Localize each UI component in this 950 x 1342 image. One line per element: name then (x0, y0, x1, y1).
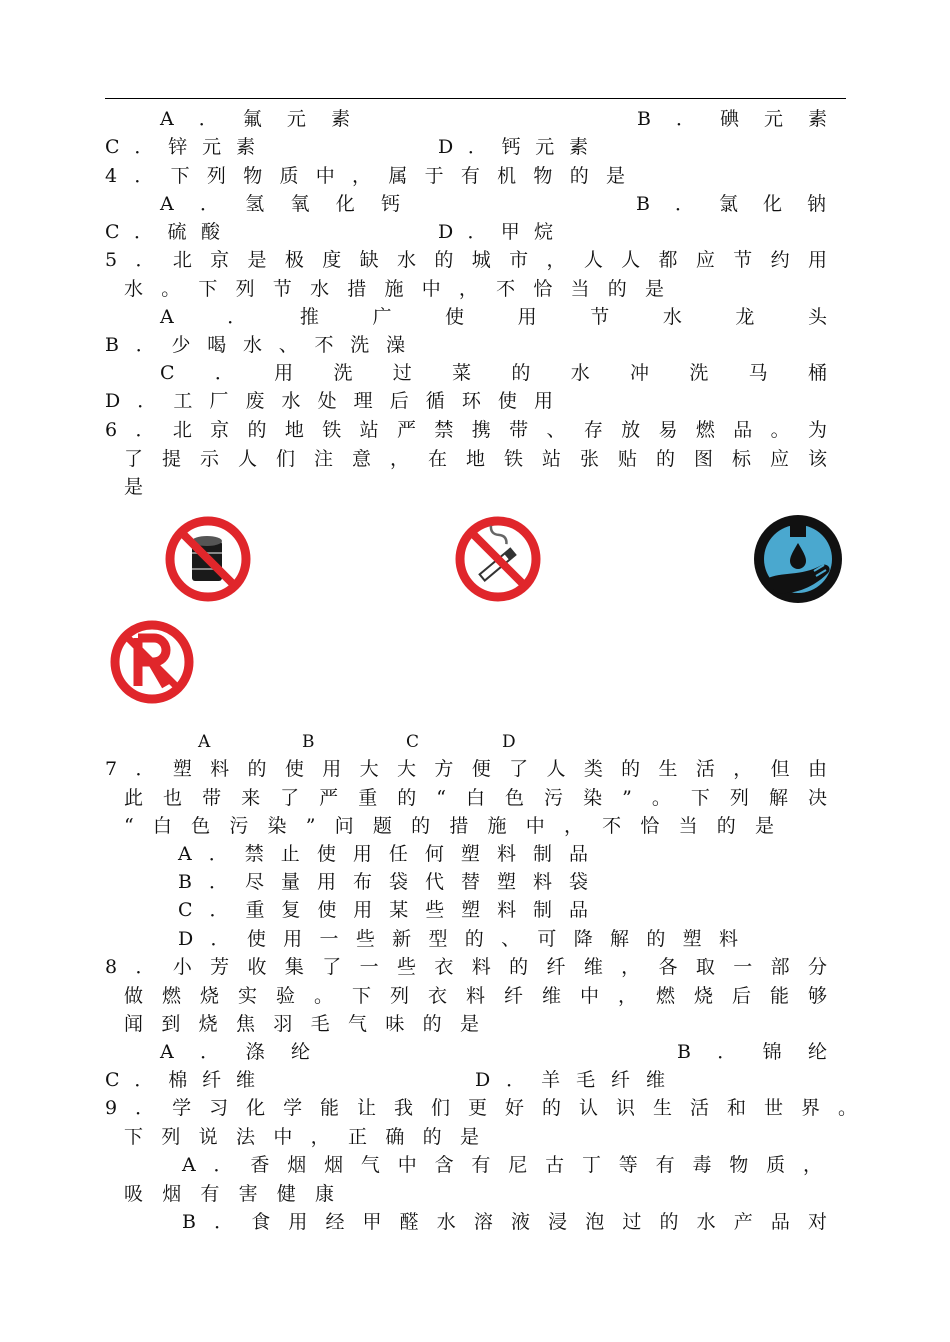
q9-stem-line2: 下列说法中，正确的是 (124, 1126, 479, 1148)
q5-option-c: C．用洗过菜的水冲洗马桶 (160, 362, 827, 384)
q6-stem-line2: 了提示人们注意，在地铁站张贴的图标应该 (124, 448, 827, 470)
q7-stem-line1: 7．塑料的使用大大方便了人类的生活，但由 (105, 758, 827, 780)
q5-stem-line1: 5．北京是极度缺水的城市，人人都应节约用 (105, 249, 827, 271)
q8-option-c: C．棉纤维 (105, 1069, 255, 1091)
q7-option-a: A．禁止使用任何塑料制品 (178, 843, 588, 865)
q5-option-d: D．工厂废水处理后循环使用 (105, 390, 553, 412)
q4-option-d: D．甲烷 (438, 221, 553, 243)
q5-option-a: A．推广使用节水龙头 (160, 306, 827, 328)
q3-option-a: A．氟元素 (160, 108, 350, 130)
water-saving-icon (752, 513, 844, 605)
icon-label-c: C (406, 732, 420, 752)
q4-stem: 4．下列物质中，属于有机物的是 (105, 165, 625, 187)
no-parking-icon (108, 616, 196, 708)
q8-option-a: A．涤纶 (160, 1041, 310, 1063)
q8-stem-line1: 8．小芳收集了一些衣料的纤维，各取一部分 (105, 956, 827, 978)
q4-option-c: C．硫酸 (105, 221, 220, 243)
q4-option-a: A．氢氧化钙 (160, 193, 400, 215)
q8-option-d: D．羊毛纤维 (475, 1069, 665, 1091)
q6-stem-line1: 6．北京的地铁站严禁携带、存放易燃品。为 (105, 419, 827, 441)
q5-option-b: B．少喝水、不洗澡 (105, 334, 405, 356)
q8-stem-line3: 闻到烧焦羽毛气味的是 (124, 1013, 479, 1035)
q7-option-c: C．重复使用某些塑料制品 (178, 899, 588, 921)
icon-label-d: D (502, 732, 516, 752)
no-smoking-icon (452, 513, 544, 605)
q9-option-b-line1: B．食用经甲醛水溶液浸泡过的水产品对 (182, 1211, 827, 1233)
q9-stem-line1: 9．学习化学能让我们更好的认识生活和世界。 (105, 1097, 857, 1119)
q3-option-d: D．钙元素 (438, 136, 588, 158)
q8-stem-line2: 做燃烧实验。下列衣料纤维中，燃烧后能够 (124, 985, 827, 1007)
q7-option-b: B．尽量用布袋代替塑料袋 (178, 871, 588, 893)
q9-option-a-line2: 吸烟有害健康 (124, 1183, 334, 1205)
q6-stem-line3: 是 (124, 476, 144, 498)
q7-option-d: D．使用一些新型的、可降解的塑料 (178, 928, 738, 950)
q3-option-c: C．锌元素 (105, 136, 255, 158)
icon-label-b: B (302, 732, 315, 752)
q3-option-b: B．碘元素 (637, 108, 827, 130)
header-rule (105, 98, 846, 99)
q9-option-a-line1: A．香烟烟气中含有尼古丁等有毒物质， (182, 1154, 822, 1176)
icon-label-a: A (198, 732, 211, 752)
q7-stem-line2: 此也带来了严重的“白色污染”。下列解决 (124, 787, 827, 809)
q5-stem-line2: 水。下列节水措施中，不恰当的是 (124, 278, 664, 300)
no-flammables-icon (162, 513, 254, 605)
q4-option-b: B．氯化钠 (636, 193, 826, 215)
q7-stem-line3: “白色污染”问题的措施中，不恰当的是 (124, 815, 774, 837)
q8-option-b: B．锦纶 (677, 1041, 827, 1063)
